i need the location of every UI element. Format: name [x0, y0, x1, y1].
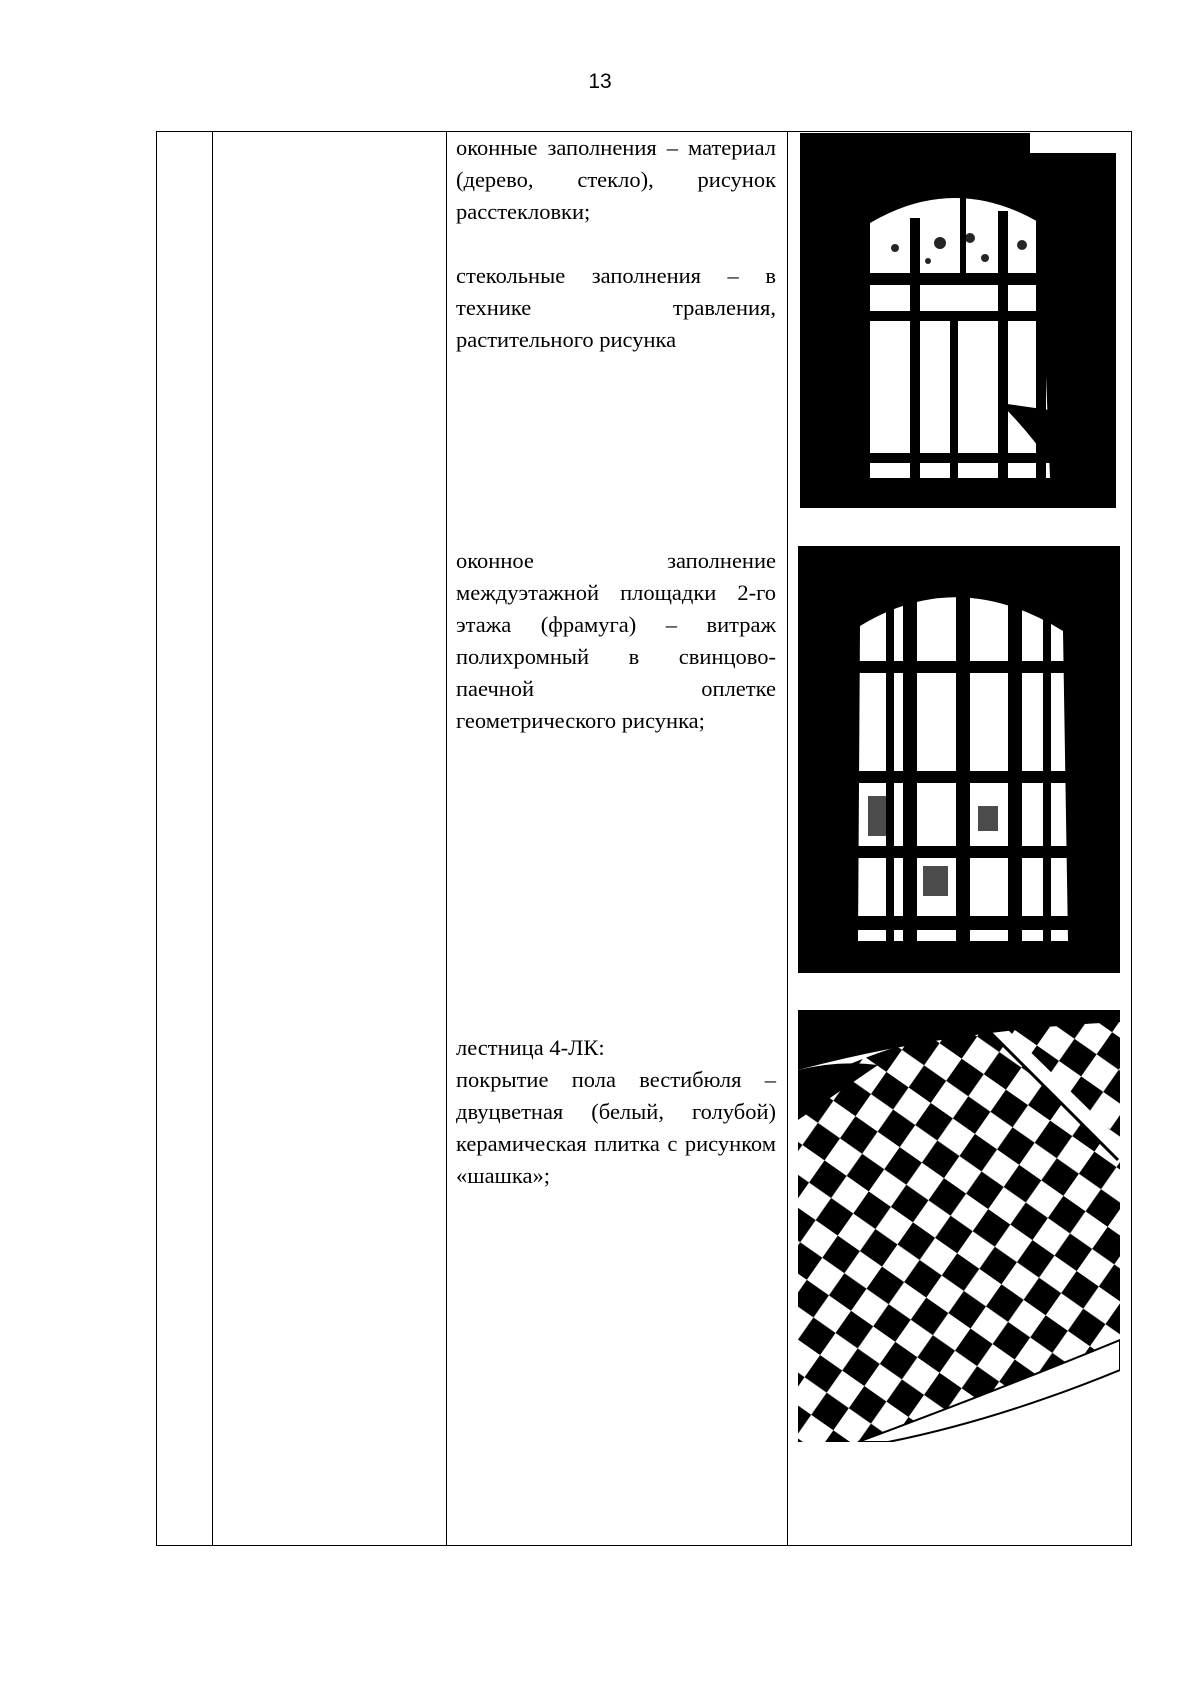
stained-glass-window-photo	[798, 546, 1120, 973]
arched-window-photo	[800, 133, 1116, 508]
description-paragraph: оконное заполнение междуэтажной площадки 2-го этажа (фрамуга) – витраж полихромный в свинцово-паечной оплетке геометрического рисунка;	[456, 548, 776, 733]
description-cell-row-2	[456, 545, 776, 737]
page-number: 13	[588, 70, 612, 93]
description-cell-row-1	[456, 132, 776, 356]
checkerboard-floor-photo	[798, 1010, 1120, 1442]
description-paragraph: лестница 4-ЛК:	[456, 1035, 605, 1060]
description-paragraph: покрытие пола вестибюля – двуцветная (белый, голубой) керамическая плитка с рисунком «шашка»;	[456, 1067, 776, 1188]
description-cell-row-3	[456, 1032, 776, 1192]
column-divider	[212, 132, 213, 1545]
description-paragraph: оконные заполнения – материал (дерево, стекло), рисунок расстекловки;	[456, 135, 776, 224]
description-paragraph: стекольные заполнения – в технике травления, растительного рисунка	[456, 263, 776, 352]
column-divider	[446, 132, 447, 1545]
column-divider	[787, 132, 788, 1545]
